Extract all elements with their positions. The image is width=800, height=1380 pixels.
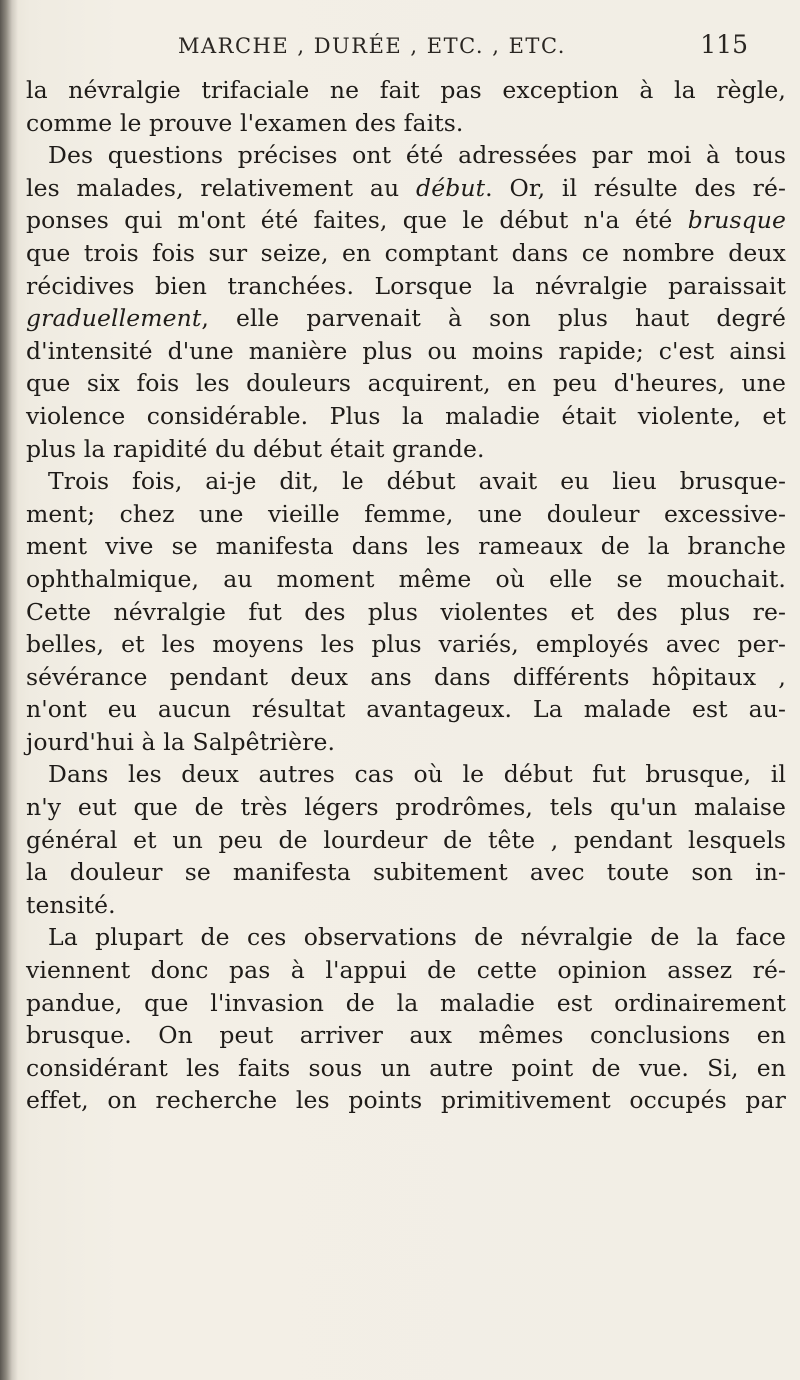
italic-term: début bbox=[416, 173, 486, 202]
text-line: Trois fois, ai-je dit, le début avait eu lieu brusque- bbox=[48, 467, 786, 496]
body-text bbox=[26, 74, 786, 1117]
text-line: que trois fois sur seize, en comptant dans ce nombre deux bbox=[26, 238, 786, 267]
text-line: tensité. bbox=[26, 890, 116, 919]
text-line: sévérance pendant deux ans dans différents hôpitaux , bbox=[26, 662, 786, 691]
text-line: ment vive se manifesta dans les rameaux de la branche bbox=[26, 532, 786, 561]
italic-term: graduellement bbox=[26, 304, 202, 333]
text-line: viennent donc pas à l'appui de cette opinion assez ré- bbox=[26, 956, 786, 985]
text-line: la douleur se manifesta subitement avec toute son in- bbox=[26, 858, 786, 887]
text-line: que six fois les douleurs acquirent, en peu d'heures, une bbox=[26, 369, 786, 398]
binding-gutter bbox=[0, 0, 18, 1380]
text-line: ment; chez une vieille femme, une douleur excessive- bbox=[26, 499, 786, 528]
text-line: général et un peu de lourdeur de tête , pendant lesquels bbox=[26, 825, 786, 854]
text-line: la névralgie trifaciale ne fait pas exception à la règle, bbox=[26, 76, 786, 104]
text-line: violence considérable. Plus la maladie était violente, et bbox=[26, 401, 786, 430]
text-line: comme le prouve l'examen des faits. bbox=[26, 108, 464, 137]
text-line: La plupart de ces observations de névralgie de la face bbox=[48, 923, 786, 952]
text-line: ophthalmique, au moment même où elle se mouchait. bbox=[26, 564, 786, 593]
text-line: graduellement, elle parvenait à son plus haut degré bbox=[26, 304, 786, 333]
page-number: 115 bbox=[700, 30, 748, 59]
text-line: brusque. On peut arriver aux mêmes conclusions en bbox=[26, 1021, 786, 1050]
text-line: récidives bien tranchées. Lorsque la névralgie paraissait bbox=[26, 271, 786, 300]
running-head: MARCHE , DURÉE , ETC. , ETC. bbox=[178, 34, 566, 58]
italic-term: brusque bbox=[687, 206, 786, 235]
text-line: n'ont eu aucun résultat avantageux. La malade est au- bbox=[26, 695, 786, 724]
text-line: jourd'hui à la Salpêtrière. bbox=[26, 727, 336, 756]
text-line: pandue, que l'invasion de la maladie est ordinairement bbox=[26, 988, 786, 1017]
text-line: ponses qui m'ont été faites, que le début n'a été brusque bbox=[26, 206, 786, 235]
text-line: n'y eut que de très légers prodrômes, tels qu'un malaise bbox=[26, 793, 786, 822]
text-line: considérant les faits sous un autre point de vue. Si, en bbox=[26, 1053, 786, 1082]
text-line: plus la rapidité du début était grande. bbox=[26, 434, 485, 463]
text-line: effet, on recherche les points primitivement occupés par bbox=[26, 1086, 786, 1115]
text-line: les malades, relativement au début. Or, il résulte des ré- bbox=[26, 173, 786, 202]
text-line: Cette névralgie fut des plus violentes et des plus re- bbox=[26, 597, 786, 626]
text-line: belles, et les moyens les plus variés, employés avec per- bbox=[26, 630, 786, 659]
page-header bbox=[178, 30, 748, 64]
text-line: Dans les deux autres cas où le début fut brusque, il bbox=[48, 760, 786, 789]
text-line: d'intensité d'une manière plus ou moins rapide; c'est ainsi bbox=[26, 336, 786, 365]
text-line: Des questions précises ont été adressées par moi à tous bbox=[48, 141, 786, 170]
